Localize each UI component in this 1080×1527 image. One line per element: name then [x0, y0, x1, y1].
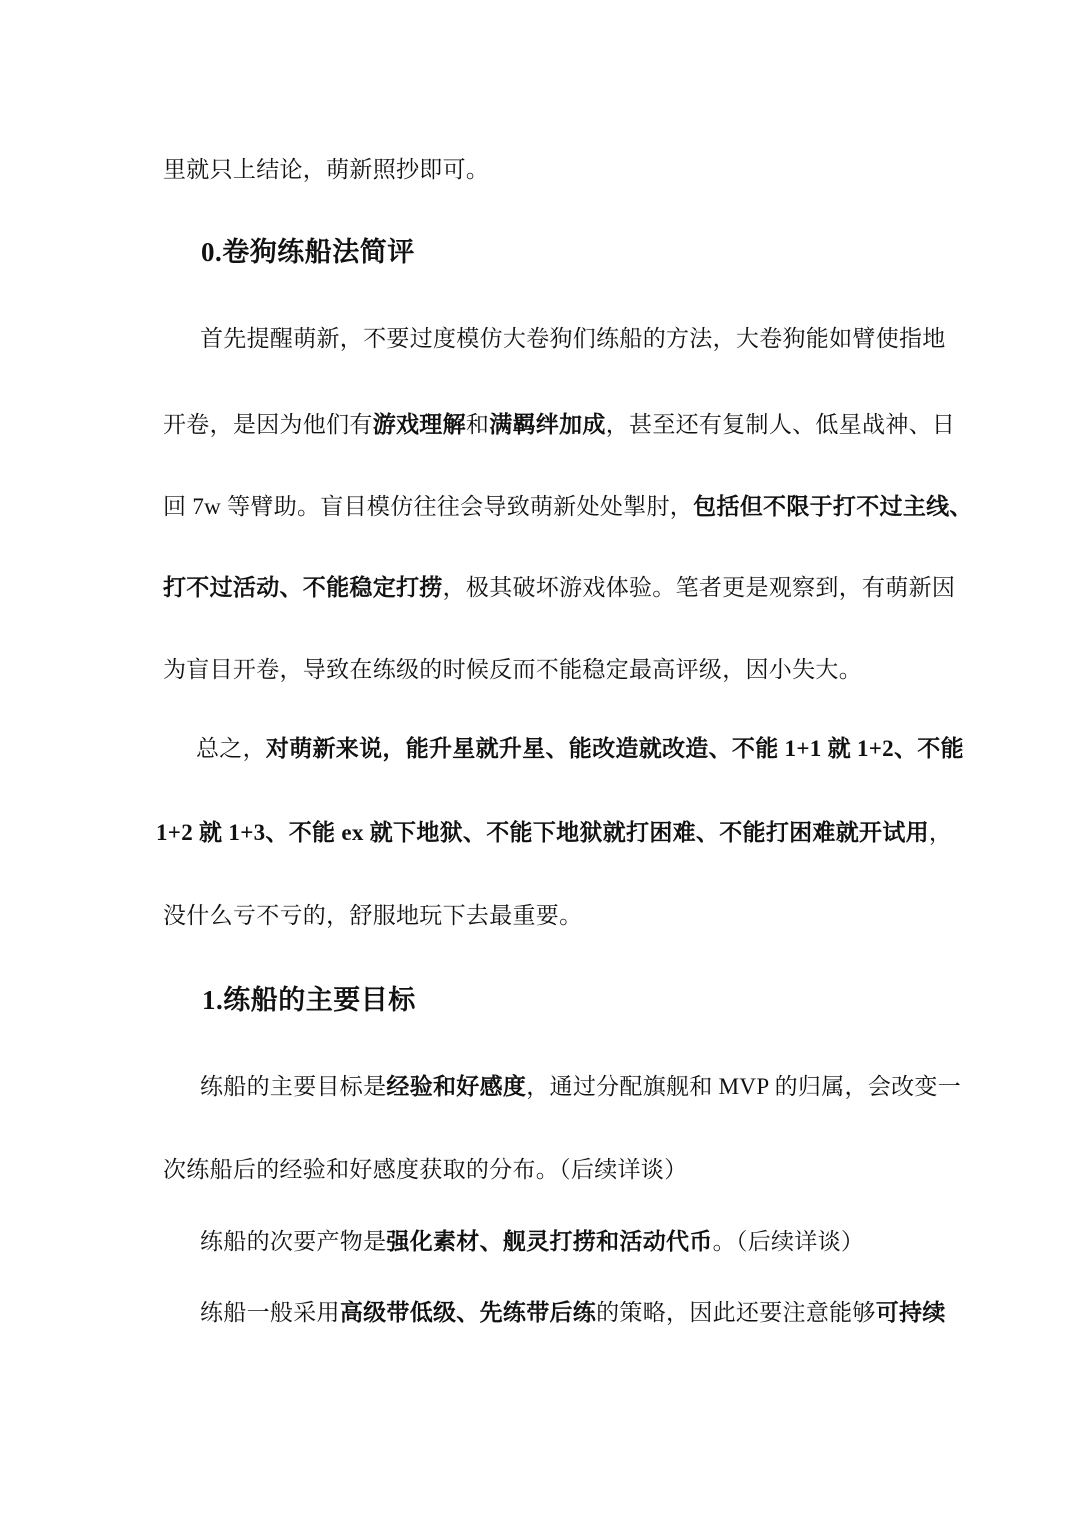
text-run: 里就只上结论，萌新照抄即可。: [163, 157, 490, 182]
text-run: 练船的次要产物是: [200, 1229, 387, 1254]
text-run-bold: 打不过活动、不能稳定打捞: [163, 575, 443, 600]
text-run: ，极其破坏游戏体验。笔者更是观察到，有萌新因: [442, 575, 956, 600]
text-run: 为盲目开卷，导致在练级的时候反而不能稳定最高评级，因小失大。: [163, 657, 862, 682]
section-1-heading: 1.练船的主要目标: [202, 985, 416, 1015]
text-run: ，通过分配旗舰和 MVP 的归属，会改变一: [526, 1074, 962, 1099]
text-run-bold: 可持续: [875, 1300, 946, 1325]
section-1-paragraph-2-line-0: [200, 1300, 946, 1325]
text-run-bold: 1+2 就 1+3、不能 ex 就下地狱、不能下地狱就打困难、不能打困难就开试用: [156, 820, 929, 845]
text-run-bold: 包括但不限于打不过主线、: [693, 494, 973, 519]
text-run: 总之，: [196, 736, 266, 761]
text-run: 回 7w 等臂助。盲目模仿往往会导致萌新处处掣肘，: [163, 494, 694, 519]
section-0-paragraph-1-line-0: [196, 736, 964, 761]
text-run-bold: 对萌新来说，能升星就升星、能改造就改造、不能 1+1 就 1+2、不能: [265, 736, 964, 761]
text-run: 开卷，是因为他们有: [163, 412, 373, 437]
text-run: 。（后续详谈）: [712, 1229, 865, 1254]
section-0-paragraph-0-line-0: [200, 326, 946, 351]
text-run: ，: [928, 820, 953, 845]
text-run: 的策略，因此还要注意能够: [596, 1300, 876, 1325]
section-0-paragraph-0-line-3: [163, 575, 955, 600]
text-run-bold: 游戏理解: [372, 412, 466, 437]
text-run-bold: 强化素材、舰灵打捞和活动代币: [386, 1229, 713, 1254]
text-run: 次练船后的经验和好感度获取的分布。（后续详谈）: [163, 1157, 688, 1182]
intro-continuation-line: [163, 157, 489, 182]
section-0-paragraph-0-line-2: [163, 494, 973, 519]
text-run: 首先提醒萌新，不要过度模仿大卷狗们练船的方法，大卷狗能如臂使指地: [200, 326, 946, 351]
section-1-paragraph-1-line-0: [200, 1229, 864, 1254]
section-1-paragraph-0-line-0: [200, 1074, 961, 1099]
section-0-paragraph-0-line-4: [163, 657, 862, 682]
text-run: 没什么亏不亏的，舒服地玩下去最重要。: [163, 903, 583, 928]
text-run: 练船的主要目标是: [200, 1074, 387, 1099]
section-0-paragraph-1-line-2: [163, 903, 582, 928]
text-run-bold: 经验和好感度: [386, 1074, 527, 1099]
section-0-heading: 0.卷狗练船法简评: [201, 237, 415, 267]
text-run-bold: 高级带低级、先练带后练: [339, 1300, 597, 1325]
text-run-bold: 满羁绊加成: [489, 412, 606, 437]
text-run: 和: [465, 412, 490, 437]
section-0-paragraph-0-line-1: [163, 412, 955, 437]
section-0-paragraph-1-line-1: [156, 820, 952, 845]
section-1-paragraph-0-line-1: [163, 1157, 687, 1182]
text-run: ，甚至还有复制人、低星战神、日: [605, 412, 956, 437]
text-run: 练船一般采用: [200, 1300, 340, 1325]
